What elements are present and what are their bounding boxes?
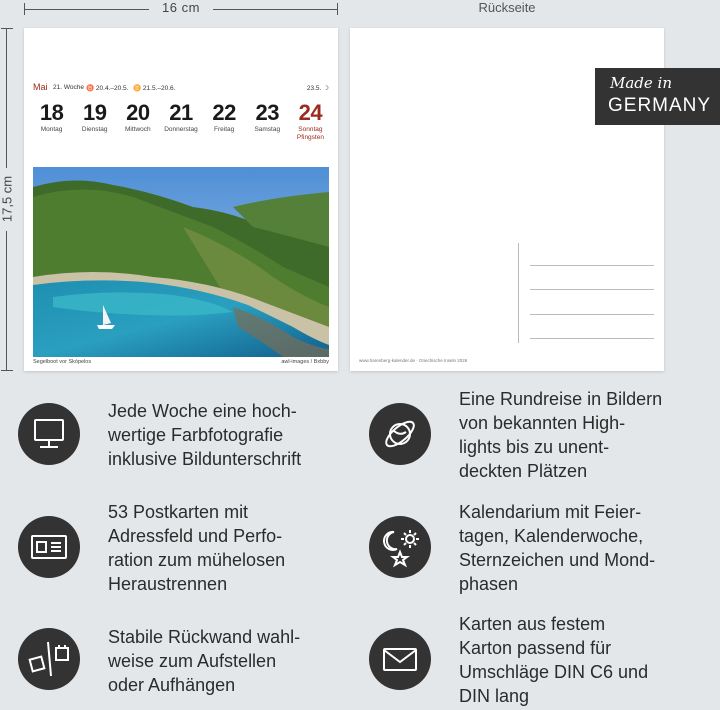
width-label: 16 cm — [162, 0, 200, 15]
day-cell: 20 Mittwoch — [125, 100, 151, 133]
gemini-icon: ♊ — [133, 85, 142, 92]
height-dimension — [0, 28, 14, 371]
address-line — [530, 265, 654, 266]
address-divider — [518, 243, 519, 343]
photo-caption: Segelboot vor Skópelos — [33, 359, 92, 365]
week-label: 21. Woche — [53, 84, 84, 91]
badge-made-in: Made in — [610, 74, 673, 92]
stand-hang-icon — [18, 628, 80, 690]
postcard-icon — [18, 516, 80, 578]
width-dimension — [24, 0, 338, 16]
back-side-label: Rückseite — [478, 0, 536, 15]
badge-country: GERMANY — [608, 95, 712, 116]
day-cell: 19 Dienstag — [81, 100, 108, 133]
half-moon-icon: ☽ — [323, 85, 329, 92]
feature-text: Stabile Rückwand wahl- weise zum Aufstellen oder Aufhängen — [108, 627, 301, 695]
zodiac-gemini: ♊ 21.5.–20.6. — [133, 85, 176, 92]
address-line — [530, 289, 654, 290]
feature-text: Jede Woche eine hoch- wertige Farbfotografie inklusive Bildunterschrift — [108, 401, 302, 469]
day-cell: 18 Montag — [39, 100, 64, 133]
calendar-front-card — [24, 28, 338, 371]
day-cell: 22 Freitag — [212, 100, 236, 133]
height-label: 17,5 cm — [0, 175, 15, 223]
globe-orbit-icon — [369, 403, 431, 465]
feature-text: Eine Rundreise in Bildern von bekannten High- lights bis zu unent- deckten Plätzen — [459, 389, 663, 481]
feature-text: 53 Postkarten mit Adressfeld und Perfo- ration zum mühelosen Heraustrennen — [108, 502, 286, 594]
made-in-germany-badge — [595, 68, 720, 125]
address-line — [530, 314, 654, 315]
day-cell: 21 Donnerstag — [164, 100, 198, 133]
taurus-icon: ♉ — [86, 85, 95, 92]
coast-photo — [33, 167, 329, 357]
day-cell: 23 Samstag — [254, 100, 281, 133]
month-label: Mai — [33, 82, 48, 92]
address-line — [530, 338, 654, 339]
feature-text: Kalendarium mit Feier- tagen, Kalenderwoche, Sternzeichen und Mond- phasen — [459, 502, 656, 594]
moon-sun-star-icon — [369, 516, 431, 578]
zodiac-taurus: ♉ 20.4.–20.5. — [86, 85, 129, 92]
feature-text: Karten aus festem Karton passend für Umschläge DIN C6 und DIN lang — [459, 614, 649, 706]
envelope-icon — [369, 628, 431, 690]
day-cell-holiday: 24 Sonntag Pfingsten — [296, 100, 324, 141]
monitor-icon — [18, 403, 80, 465]
back-footer: www.harenberg-kalender.de · Griechische Inseln 2026 — [359, 358, 468, 363]
moon-phase: 23.5. ☽ — [306, 85, 329, 92]
calendar-header — [33, 83, 329, 95]
week-days — [30, 100, 332, 142]
photo-credit: awl-images / Bxbby — [281, 359, 329, 365]
